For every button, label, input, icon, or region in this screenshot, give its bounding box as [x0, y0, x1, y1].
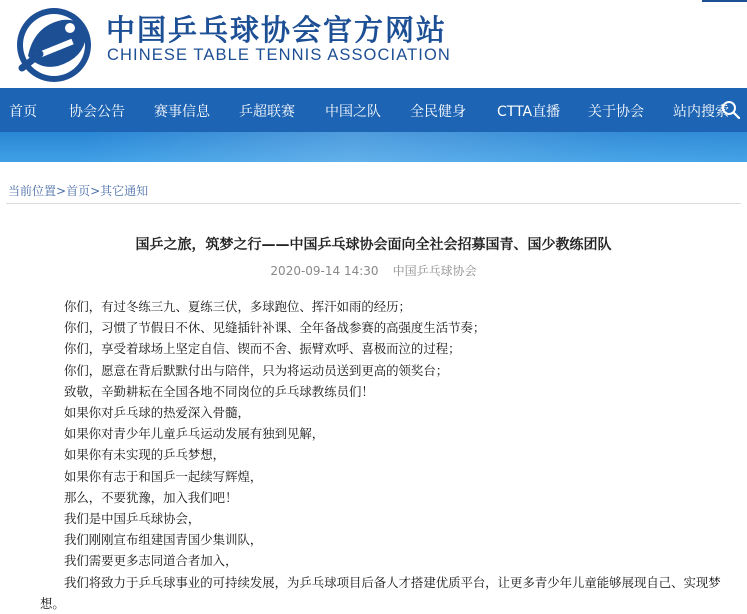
article-paragraph: 你们，愿意在背后默默付出与陪伴，只为将运动员送到更高的领奖台；: [64, 362, 449, 378]
banner-highlight: [80, 132, 747, 162]
nav-item-about[interactable]: 关于协会: [588, 104, 644, 120]
ctta-logo-icon[interactable]: [14, 6, 94, 84]
nav-item-home[interactable]: 首页: [9, 104, 37, 120]
article-paragraph: 我们刚刚宣布组建国青国少集训队，: [64, 532, 263, 548]
breadcrumb-divider: [6, 203, 741, 204]
article-paragraph: 如果你有志于和国乒一起续写辉煌，: [64, 468, 263, 484]
nav-item-super-league[interactable]: 乒超联赛: [239, 104, 295, 120]
site-header: [0, 0, 747, 88]
article-meta: [0, 262, 747, 279]
article-paragraph: 你们，有过冬练三九、夏练三伏，多球跑位、挥汗如雨的经历；: [64, 299, 411, 314]
article-paragraph: 我们需要更多志同道合者加入，: [64, 553, 238, 569]
article-paragraph: 致敬，辛勤耕耘在全国各地不同岗位的乒乓球教练员们！: [64, 383, 374, 399]
breadcrumb-separator: >: [56, 184, 67, 198]
nav-item-fitness[interactable]: 全民健身: [410, 104, 466, 120]
article-paragraph-last-line2: 想。: [40, 595, 65, 611]
article-body: [40, 296, 724, 614]
breadcrumb-separator: >: [90, 184, 101, 198]
article-paragraph: 如果你有未实现的乒乓梦想，: [64, 447, 226, 463]
breadcrumb-prefix: 当前位置: [8, 184, 57, 198]
top-accent-bar: [702, 0, 747, 2]
article-paragraph: 你们，习惯了节假日不休、见缝插针补课、全年备战参赛的高强度生活节奏；: [64, 320, 486, 336]
nav-item-site-search[interactable]: 站内搜索: [673, 104, 729, 120]
article-title: 国乒之旅，筑梦之行——中国乒乓球协会面向全社会招募国青、国少教练团队: [135, 237, 612, 253]
article-date: 2020-09-14 14:30: [270, 264, 379, 278]
site-subtitle: CHINESE TABLE TENNIS ASSOCIATION: [107, 46, 451, 64]
article-paragraph: 如果你对青少年儿童乒乓运动发展有独到见解，: [64, 426, 325, 442]
breadcrumb-link-other-notices[interactable]: 其它通知: [100, 184, 149, 198]
search-icon[interactable]: [721, 100, 741, 120]
article-paragraph-last-line1: 我们将致力于乒乓球事业的可持续发展，为乒乓球项目后备人才搭建优质平台，让更多青少年儿童能够展现自己、实现梦: [64, 574, 721, 590]
breadcrumb-link-home[interactable]: 首页: [66, 184, 91, 198]
breadcrumb: [8, 182, 148, 199]
nav-item-national-team[interactable]: 中国之队: [325, 104, 381, 120]
nav-item-announcements[interactable]: 协会公告: [69, 104, 125, 120]
site-title: 中国乒乓球协会官方网站: [106, 13, 448, 47]
article-paragraph: 那么，不要犹豫，加入我们吧！: [64, 489, 238, 505]
article-paragraph: 如果你对乒乓球的热爱深入骨髓，: [64, 405, 250, 421]
article-source: 中国乒乓球协会: [392, 264, 477, 278]
article-paragraph: 你们，享受着球场上坚定自信、锲而不舍、振臂欢呼、喜极而泣的过程；: [64, 341, 461, 357]
nav-item-events[interactable]: 赛事信息: [154, 104, 210, 120]
article-paragraph: 我们是中国乒乓球协会，: [64, 511, 201, 527]
header-banner: [0, 132, 747, 162]
nav-item-live[interactable]: CTTA直播: [497, 104, 561, 120]
main-nav: [0, 88, 747, 132]
